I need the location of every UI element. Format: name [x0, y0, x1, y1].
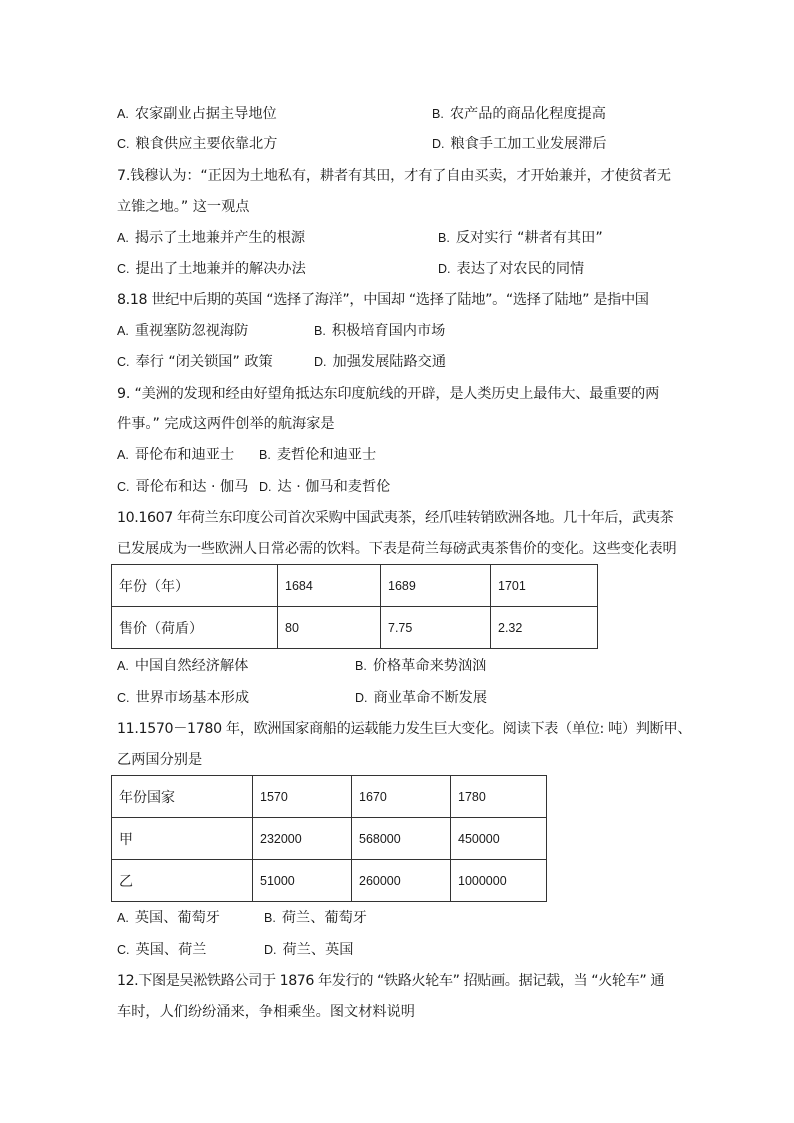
table-cell: 甲 [112, 818, 253, 860]
q6-option-d: D. 粮食手工加工业发展滞后 [432, 136, 607, 152]
table-cell: 568000 [352, 818, 451, 860]
table-row [112, 776, 547, 818]
table-cell: 售价（荷盾） [112, 607, 278, 649]
q8-option-a: A. 重视塞防忽视海防 [117, 323, 249, 339]
q10-stem-line1: 10.1607 年荷兰东印度公司首次采购中国武夷茶，经爪哇转销欧洲各地。几十年后，武夷茶 [117, 510, 674, 526]
table-cell: 450000 [451, 818, 547, 860]
q11-table [111, 775, 547, 902]
q11-stem-line2: 乙两国分别是 [117, 752, 203, 768]
q10-stem-line2: 已发展成为一些欧洲人日常必需的饮料。下表是荷兰每磅武夷茶售价的变化。这些变化表明 [117, 541, 677, 557]
table-row [112, 565, 598, 607]
table-cell: 1670 [352, 776, 451, 818]
q9-option-d: D. 达 · 伽马和麦哲伦 [259, 479, 391, 495]
q8-option-b: B. 积极培育国内市场 [314, 323, 446, 339]
table-cell: 1000000 [451, 860, 547, 902]
q7-stem-line2: 立锥之地。” 这一观点 [117, 199, 250, 215]
q11-option-a: A. 英国、葡萄牙 [117, 910, 220, 926]
q11-stem-line1: 11.1570－1780 年，欧洲国家商船的运载能力发生巨大变化。阅读下表（单位: 吨）判断甲、 [117, 721, 692, 737]
q8-option-c: C. 奉行 “闭关锁国” 政策 [117, 354, 273, 370]
table-row [112, 818, 547, 860]
table-cell: 232000 [253, 818, 352, 860]
q12-stem-line2: 车时，人们纷纷涌来，争相乘坐。图文材料说明 [117, 1004, 415, 1020]
q7-option-b: B. 反对实行 “耕者有其田” [438, 230, 603, 246]
table-cell: 1689 [381, 565, 491, 607]
q11-option-b: B. 荷兰、葡萄牙 [264, 910, 367, 926]
q7-stem-line1: 7.钱穆认为：“正因为土地私有，耕者有其田，才有了自由买卖，才开始兼并，才使贫者无 [117, 168, 671, 184]
q9-option-a: A. 哥伦布和迪亚士 [117, 447, 235, 463]
table-cell: 1684 [278, 565, 381, 607]
q7-option-d: D. 表达了对农民的同情 [438, 261, 585, 277]
table-cell: 51000 [253, 860, 352, 902]
table-cell: 年份（年） [112, 565, 278, 607]
q8-stem-line1: 8.18 世纪中后期的英国 “选择了海洋”，中国却 “选择了陆地”。“选择了陆地” 是指中国 [117, 292, 649, 308]
table-cell: 乙 [112, 860, 253, 902]
table-cell: 1780 [451, 776, 547, 818]
q8-option-d: D. 加强发展陆路交通 [314, 354, 447, 370]
q11-option-c: C. 英国、荷兰 [117, 942, 207, 958]
table-cell: 1701 [491, 565, 598, 607]
q10-option-c: C. 世界市场基本形成 [117, 690, 250, 706]
q6-option-b: B. 农产品的商品化程度提高 [432, 106, 606, 122]
table-row [112, 607, 598, 649]
q6-option-c: C. 粮食供应主要依靠北方 [117, 136, 278, 152]
table-cell: 1570 [253, 776, 352, 818]
q9-option-b: B. 麦哲伦和迪亚士 [259, 447, 377, 463]
q10-option-d: D. 商业革命不断发展 [355, 690, 488, 706]
q10-table [111, 564, 598, 649]
table-row [112, 860, 547, 902]
q9-stem-line2: 件事。” 完成这两件创举的航海家是 [117, 416, 335, 432]
q11-option-d: D. 荷兰、英国 [264, 942, 354, 958]
q12-stem-line1: 12.下图是吴淞铁路公司于 1876 年发行的 “铁路火轮车” 招贴画。据记载，当 “火轮车” 通 [117, 973, 665, 989]
table-cell: 260000 [352, 860, 451, 902]
q6-option-a: A. 农家副业占据主导地位 [117, 106, 277, 122]
q9-option-c: C. 哥伦布和达 · 伽马 [117, 479, 249, 495]
table-cell: 7.75 [381, 607, 491, 649]
q7-option-a: A. 揭示了土地兼并产生的根源 [117, 230, 306, 246]
table-cell: 年份国家 [112, 776, 253, 818]
table-cell: 2.32 [491, 607, 598, 649]
table-cell: 80 [278, 607, 381, 649]
q9-stem-line1: 9. “美洲的发现和经由好望角抵达东印度航线的开辟，是人类历史上最伟大、最重要的两 [117, 386, 660, 402]
q10-option-b: B. 价格革命来势汹汹 [355, 658, 487, 674]
q7-option-c: C. 提出了土地兼并的解决办法 [117, 261, 306, 277]
q10-option-a: A. 中国自然经济解体 [117, 658, 249, 674]
